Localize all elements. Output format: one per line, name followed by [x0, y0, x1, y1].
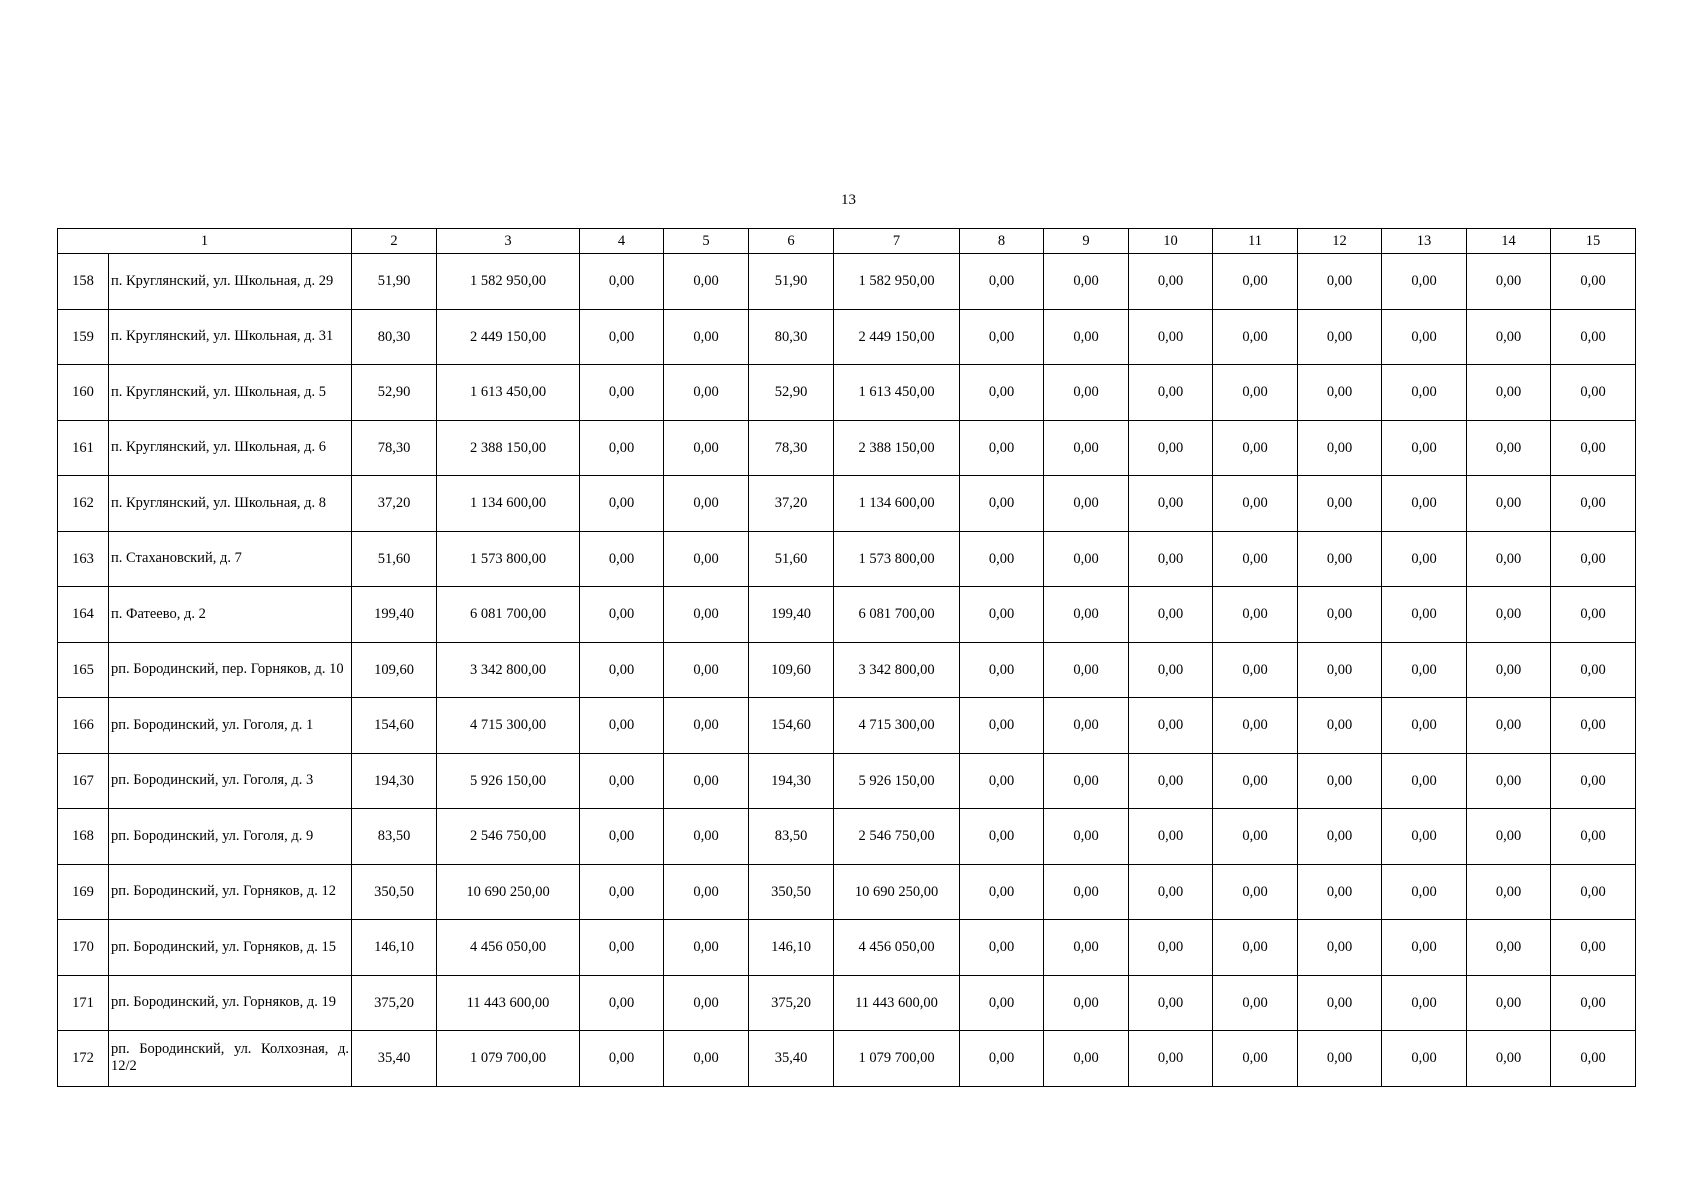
value-cell-col-3: 4 715 300,00: [437, 698, 580, 754]
value-cell-col-9: 0,00: [1044, 698, 1129, 754]
value-cell-col-12: 0,00: [1298, 975, 1382, 1031]
column-header-8: 8: [960, 229, 1044, 254]
table-header: [58, 229, 1636, 254]
table-row: [58, 920, 1636, 976]
value-cell-col-4: 0,00: [580, 531, 664, 587]
value-cell-col-2: 83,50: [352, 809, 437, 865]
value-cell-col-14: 0,00: [1467, 920, 1551, 976]
value-cell-col-8: 0,00: [960, 809, 1044, 865]
value-cell-col-13: 0,00: [1382, 809, 1467, 865]
value-cell-col-11: 0,00: [1213, 809, 1298, 865]
value-cell-col-3: 1 573 800,00: [437, 531, 580, 587]
value-cell-col-4: 0,00: [580, 254, 664, 310]
row-number-cell: 168: [58, 809, 109, 865]
value-cell-col-2: 78,30: [352, 420, 437, 476]
value-cell-col-15: 0,00: [1551, 809, 1636, 865]
value-cell-col-9: 0,00: [1044, 254, 1129, 310]
table-body: [58, 254, 1636, 1087]
value-cell-col-9: 0,00: [1044, 1031, 1129, 1087]
value-cell-col-6: 52,90: [749, 365, 834, 421]
value-cell-col-14: 0,00: [1467, 254, 1551, 310]
value-cell-col-4: 0,00: [580, 1031, 664, 1087]
value-cell-col-8: 0,00: [960, 698, 1044, 754]
row-number-cell: 160: [58, 365, 109, 421]
value-cell-col-5: 0,00: [664, 698, 749, 754]
column-header-12: 12: [1298, 229, 1382, 254]
value-cell-col-15: 0,00: [1551, 642, 1636, 698]
value-cell-col-6: 154,60: [749, 698, 834, 754]
address-cell: рп. Бородинский, ул. Колхозная, д. 12/2: [109, 1031, 352, 1087]
value-cell-col-7: 4 456 050,00: [834, 920, 960, 976]
value-cell-col-10: 0,00: [1129, 1031, 1213, 1087]
address-cell: п. Круглянский, ул. Школьная, д. 6: [109, 420, 352, 476]
register-table: [57, 228, 1636, 1087]
value-cell-col-13: 0,00: [1382, 864, 1467, 920]
address-cell: рп. Бородинский, ул. Горняков, д. 15: [109, 920, 352, 976]
value-cell-col-7: 10 690 250,00: [834, 864, 960, 920]
column-header-14: 14: [1467, 229, 1551, 254]
value-cell-col-12: 0,00: [1298, 1031, 1382, 1087]
value-cell-col-3: 5 926 150,00: [437, 753, 580, 809]
value-cell-col-9: 0,00: [1044, 753, 1129, 809]
table-row: [58, 1031, 1636, 1087]
value-cell-col-14: 0,00: [1467, 864, 1551, 920]
value-cell-col-14: 0,00: [1467, 1031, 1551, 1087]
value-cell-col-7: 2 388 150,00: [834, 420, 960, 476]
value-cell-col-8: 0,00: [960, 587, 1044, 643]
value-cell-col-2: 35,40: [352, 1031, 437, 1087]
value-cell-col-3: 1 613 450,00: [437, 365, 580, 421]
value-cell-col-15: 0,00: [1551, 420, 1636, 476]
value-cell-col-6: 51,90: [749, 254, 834, 310]
value-cell-col-7: 2 546 750,00: [834, 809, 960, 865]
value-cell-col-15: 0,00: [1551, 531, 1636, 587]
value-cell-col-8: 0,00: [960, 975, 1044, 1031]
value-cell-col-11: 0,00: [1213, 864, 1298, 920]
value-cell-col-2: 80,30: [352, 309, 437, 365]
value-cell-col-2: 350,50: [352, 864, 437, 920]
value-cell-col-13: 0,00: [1382, 309, 1467, 365]
value-cell-col-13: 0,00: [1382, 420, 1467, 476]
value-cell-col-4: 0,00: [580, 864, 664, 920]
table-row: [58, 254, 1636, 310]
value-cell-col-13: 0,00: [1382, 365, 1467, 421]
column-header-11: 11: [1213, 229, 1298, 254]
value-cell-col-15: 0,00: [1551, 254, 1636, 310]
value-cell-col-13: 0,00: [1382, 1031, 1467, 1087]
row-number-cell: 163: [58, 531, 109, 587]
address-cell: п. Круглянский, ул. Школьная, д. 31: [109, 309, 352, 365]
value-cell-col-2: 146,10: [352, 920, 437, 976]
value-cell-col-14: 0,00: [1467, 531, 1551, 587]
value-cell-col-11: 0,00: [1213, 1031, 1298, 1087]
value-cell-col-10: 0,00: [1129, 809, 1213, 865]
value-cell-col-6: 194,30: [749, 753, 834, 809]
value-cell-col-3: 11 443 600,00: [437, 975, 580, 1031]
value-cell-col-4: 0,00: [580, 420, 664, 476]
value-cell-col-7: 3 342 800,00: [834, 642, 960, 698]
value-cell-col-15: 0,00: [1551, 1031, 1636, 1087]
value-cell-col-5: 0,00: [664, 1031, 749, 1087]
value-cell-col-13: 0,00: [1382, 975, 1467, 1031]
value-cell-col-11: 0,00: [1213, 254, 1298, 310]
column-header-3: 3: [437, 229, 580, 254]
value-cell-col-12: 0,00: [1298, 864, 1382, 920]
value-cell-col-7: 11 443 600,00: [834, 975, 960, 1031]
value-cell-col-10: 0,00: [1129, 642, 1213, 698]
value-cell-col-8: 0,00: [960, 420, 1044, 476]
value-cell-col-3: 2 546 750,00: [437, 809, 580, 865]
row-number-cell: 161: [58, 420, 109, 476]
value-cell-col-2: 52,90: [352, 365, 437, 421]
value-cell-col-6: 375,20: [749, 975, 834, 1031]
value-cell-col-5: 0,00: [664, 809, 749, 865]
row-number-cell: 158: [58, 254, 109, 310]
value-cell-col-12: 0,00: [1298, 309, 1382, 365]
value-cell-col-3: 3 342 800,00: [437, 642, 580, 698]
value-cell-col-13: 0,00: [1382, 642, 1467, 698]
address-cell: п. Круглянский, ул. Школьная, д. 5: [109, 365, 352, 421]
value-cell-col-3: 6 081 700,00: [437, 587, 580, 643]
value-cell-col-13: 0,00: [1382, 254, 1467, 310]
value-cell-col-9: 0,00: [1044, 587, 1129, 643]
value-cell-col-12: 0,00: [1298, 420, 1382, 476]
value-cell-col-15: 0,00: [1551, 365, 1636, 421]
value-cell-col-4: 0,00: [580, 476, 664, 532]
value-cell-col-5: 0,00: [664, 254, 749, 310]
table-row: [58, 809, 1636, 865]
value-cell-col-5: 0,00: [664, 476, 749, 532]
value-cell-col-9: 0,00: [1044, 920, 1129, 976]
value-cell-col-6: 146,10: [749, 920, 834, 976]
value-cell-col-14: 0,00: [1467, 809, 1551, 865]
value-cell-col-7: 1 134 600,00: [834, 476, 960, 532]
value-cell-col-9: 0,00: [1044, 531, 1129, 587]
value-cell-col-14: 0,00: [1467, 476, 1551, 532]
value-cell-col-13: 0,00: [1382, 476, 1467, 532]
value-cell-col-10: 0,00: [1129, 587, 1213, 643]
value-cell-col-11: 0,00: [1213, 365, 1298, 421]
value-cell-col-7: 1 079 700,00: [834, 1031, 960, 1087]
value-cell-col-3: 1 079 700,00: [437, 1031, 580, 1087]
column-header-9: 9: [1044, 229, 1129, 254]
value-cell-col-5: 0,00: [664, 753, 749, 809]
value-cell-col-6: 51,60: [749, 531, 834, 587]
row-number-cell: 166: [58, 698, 109, 754]
value-cell-col-12: 0,00: [1298, 920, 1382, 976]
value-cell-col-12: 0,00: [1298, 587, 1382, 643]
value-cell-col-8: 0,00: [960, 642, 1044, 698]
value-cell-col-10: 0,00: [1129, 698, 1213, 754]
value-cell-col-10: 0,00: [1129, 531, 1213, 587]
value-cell-col-3: 2 449 150,00: [437, 309, 580, 365]
value-cell-col-10: 0,00: [1129, 476, 1213, 532]
value-cell-col-8: 0,00: [960, 1031, 1044, 1087]
row-number-cell: 159: [58, 309, 109, 365]
value-cell-col-13: 0,00: [1382, 587, 1467, 643]
value-cell-col-2: 37,20: [352, 476, 437, 532]
value-cell-col-6: 109,60: [749, 642, 834, 698]
value-cell-col-14: 0,00: [1467, 365, 1551, 421]
value-cell-col-9: 0,00: [1044, 864, 1129, 920]
value-cell-col-11: 0,00: [1213, 309, 1298, 365]
value-cell-col-7: 5 926 150,00: [834, 753, 960, 809]
value-cell-col-8: 0,00: [960, 365, 1044, 421]
value-cell-col-12: 0,00: [1298, 809, 1382, 865]
value-cell-col-6: 78,30: [749, 420, 834, 476]
value-cell-col-4: 0,00: [580, 809, 664, 865]
value-cell-col-5: 0,00: [664, 587, 749, 643]
address-cell: п. Стахановский, д. 7: [109, 531, 352, 587]
value-cell-col-4: 0,00: [580, 365, 664, 421]
address-cell: рп. Бородинский, ул. Горняков, д. 19: [109, 975, 352, 1031]
value-cell-col-14: 0,00: [1467, 587, 1551, 643]
column-number-row: [58, 229, 1636, 254]
value-cell-col-7: 1 613 450,00: [834, 365, 960, 421]
table-row: [58, 420, 1636, 476]
row-number-cell: 164: [58, 587, 109, 643]
value-cell-col-5: 0,00: [664, 864, 749, 920]
value-cell-col-15: 0,00: [1551, 975, 1636, 1031]
table-row: [58, 642, 1636, 698]
value-cell-col-15: 0,00: [1551, 476, 1636, 532]
address-cell: рп. Бородинский, пер. Горняков, д. 10: [109, 642, 352, 698]
value-cell-col-9: 0,00: [1044, 642, 1129, 698]
table-row: [58, 531, 1636, 587]
value-cell-col-11: 0,00: [1213, 476, 1298, 532]
value-cell-col-13: 0,00: [1382, 698, 1467, 754]
value-cell-col-2: 109,60: [352, 642, 437, 698]
row-number-cell: 162: [58, 476, 109, 532]
value-cell-col-2: 51,90: [352, 254, 437, 310]
column-header-13: 13: [1382, 229, 1467, 254]
table-row: [58, 753, 1636, 809]
value-cell-col-3: 2 388 150,00: [437, 420, 580, 476]
table-row: [58, 365, 1636, 421]
value-cell-col-5: 0,00: [664, 975, 749, 1031]
row-number-cell: 171: [58, 975, 109, 1031]
column-header-2: 2: [352, 229, 437, 254]
value-cell-col-3: 1 134 600,00: [437, 476, 580, 532]
column-header-10: 10: [1129, 229, 1213, 254]
table-row: [58, 476, 1636, 532]
value-cell-col-3: 4 456 050,00: [437, 920, 580, 976]
value-cell-col-8: 0,00: [960, 920, 1044, 976]
value-cell-col-8: 0,00: [960, 864, 1044, 920]
value-cell-col-15: 0,00: [1551, 587, 1636, 643]
value-cell-col-14: 0,00: [1467, 698, 1551, 754]
value-cell-col-14: 0,00: [1467, 753, 1551, 809]
value-cell-col-9: 0,00: [1044, 420, 1129, 476]
value-cell-col-10: 0,00: [1129, 365, 1213, 421]
value-cell-col-9: 0,00: [1044, 809, 1129, 865]
column-header-15: 15: [1551, 229, 1636, 254]
value-cell-col-6: 83,50: [749, 809, 834, 865]
value-cell-col-13: 0,00: [1382, 920, 1467, 976]
value-cell-col-8: 0,00: [960, 476, 1044, 532]
value-cell-col-5: 0,00: [664, 309, 749, 365]
value-cell-col-13: 0,00: [1382, 531, 1467, 587]
value-cell-col-15: 0,00: [1551, 920, 1636, 976]
value-cell-col-11: 0,00: [1213, 920, 1298, 976]
value-cell-col-14: 0,00: [1467, 309, 1551, 365]
row-number-cell: 170: [58, 920, 109, 976]
column-header-6: 6: [749, 229, 834, 254]
value-cell-col-6: 37,20: [749, 476, 834, 532]
address-cell: п. Круглянский, ул. Школьная, д. 8: [109, 476, 352, 532]
value-cell-col-15: 0,00: [1551, 864, 1636, 920]
row-number-cell: 172: [58, 1031, 109, 1087]
address-cell: п. Круглянский, ул. Школьная, д. 29: [109, 254, 352, 310]
column-header-1: 1: [58, 229, 352, 254]
value-cell-col-15: 0,00: [1551, 309, 1636, 365]
value-cell-col-2: 375,20: [352, 975, 437, 1031]
value-cell-col-11: 0,00: [1213, 420, 1298, 476]
value-cell-col-9: 0,00: [1044, 365, 1129, 421]
address-cell: рп. Бородинский, ул. Гоголя, д. 1: [109, 698, 352, 754]
value-cell-col-6: 80,30: [749, 309, 834, 365]
value-cell-col-4: 0,00: [580, 920, 664, 976]
value-cell-col-11: 0,00: [1213, 698, 1298, 754]
column-header-7: 7: [834, 229, 960, 254]
value-cell-col-2: 194,30: [352, 753, 437, 809]
value-cell-col-8: 0,00: [960, 254, 1044, 310]
value-cell-col-5: 0,00: [664, 531, 749, 587]
value-cell-col-5: 0,00: [664, 420, 749, 476]
address-cell: рп. Бородинский, ул. Горняков, д. 12: [109, 864, 352, 920]
value-cell-col-10: 0,00: [1129, 920, 1213, 976]
value-cell-col-4: 0,00: [580, 642, 664, 698]
value-cell-col-2: 199,40: [352, 587, 437, 643]
value-cell-col-4: 0,00: [580, 587, 664, 643]
row-number-cell: 169: [58, 864, 109, 920]
value-cell-col-3: 10 690 250,00: [437, 864, 580, 920]
value-cell-col-10: 0,00: [1129, 975, 1213, 1031]
value-cell-col-3: 1 582 950,00: [437, 254, 580, 310]
value-cell-col-7: 2 449 150,00: [834, 309, 960, 365]
value-cell-col-11: 0,00: [1213, 642, 1298, 698]
value-cell-col-11: 0,00: [1213, 531, 1298, 587]
value-cell-col-14: 0,00: [1467, 642, 1551, 698]
table-row: [58, 975, 1636, 1031]
address-cell: рп. Бородинский, ул. Гоголя, д. 9: [109, 809, 352, 865]
value-cell-col-4: 0,00: [580, 975, 664, 1031]
value-cell-col-9: 0,00: [1044, 309, 1129, 365]
value-cell-col-12: 0,00: [1298, 753, 1382, 809]
value-cell-col-4: 0,00: [580, 698, 664, 754]
value-cell-col-8: 0,00: [960, 309, 1044, 365]
value-cell-col-10: 0,00: [1129, 420, 1213, 476]
row-number-cell: 167: [58, 753, 109, 809]
value-cell-col-9: 0,00: [1044, 975, 1129, 1031]
value-cell-col-11: 0,00: [1213, 587, 1298, 643]
value-cell-col-12: 0,00: [1298, 531, 1382, 587]
value-cell-col-5: 0,00: [664, 920, 749, 976]
value-cell-col-6: 199,40: [749, 587, 834, 643]
value-cell-col-10: 0,00: [1129, 309, 1213, 365]
value-cell-col-15: 0,00: [1551, 698, 1636, 754]
value-cell-col-10: 0,00: [1129, 753, 1213, 809]
table-row: [58, 587, 1636, 643]
address-cell: рп. Бородинский, ул. Гоголя, д. 3: [109, 753, 352, 809]
table-row: [58, 309, 1636, 365]
value-cell-col-12: 0,00: [1298, 698, 1382, 754]
value-cell-col-14: 0,00: [1467, 420, 1551, 476]
value-cell-col-15: 0,00: [1551, 753, 1636, 809]
value-cell-col-6: 35,40: [749, 1031, 834, 1087]
value-cell-col-12: 0,00: [1298, 365, 1382, 421]
value-cell-col-5: 0,00: [664, 642, 749, 698]
value-cell-col-10: 0,00: [1129, 254, 1213, 310]
value-cell-col-11: 0,00: [1213, 975, 1298, 1031]
value-cell-col-4: 0,00: [580, 309, 664, 365]
value-cell-col-12: 0,00: [1298, 254, 1382, 310]
row-number-cell: 165: [58, 642, 109, 698]
value-cell-col-11: 0,00: [1213, 753, 1298, 809]
page-number: 13: [841, 192, 856, 208]
column-header-5: 5: [664, 229, 749, 254]
table-row: [58, 864, 1636, 920]
value-cell-col-2: 51,60: [352, 531, 437, 587]
value-cell-col-7: 1 582 950,00: [834, 254, 960, 310]
value-cell-col-12: 0,00: [1298, 642, 1382, 698]
value-cell-col-12: 0,00: [1298, 476, 1382, 532]
value-cell-col-8: 0,00: [960, 753, 1044, 809]
column-header-4: 4: [580, 229, 664, 254]
address-cell: п. Фатеево, д. 2: [109, 587, 352, 643]
value-cell-col-8: 0,00: [960, 531, 1044, 587]
value-cell-col-14: 0,00: [1467, 975, 1551, 1031]
value-cell-col-2: 154,60: [352, 698, 437, 754]
value-cell-col-13: 0,00: [1382, 753, 1467, 809]
value-cell-col-9: 0,00: [1044, 476, 1129, 532]
value-cell-col-7: 4 715 300,00: [834, 698, 960, 754]
value-cell-col-6: 350,50: [749, 864, 834, 920]
value-cell-col-7: 1 573 800,00: [834, 531, 960, 587]
value-cell-col-5: 0,00: [664, 365, 749, 421]
value-cell-col-4: 0,00: [580, 753, 664, 809]
value-cell-col-7: 6 081 700,00: [834, 587, 960, 643]
table-row: [58, 698, 1636, 754]
value-cell-col-10: 0,00: [1129, 864, 1213, 920]
